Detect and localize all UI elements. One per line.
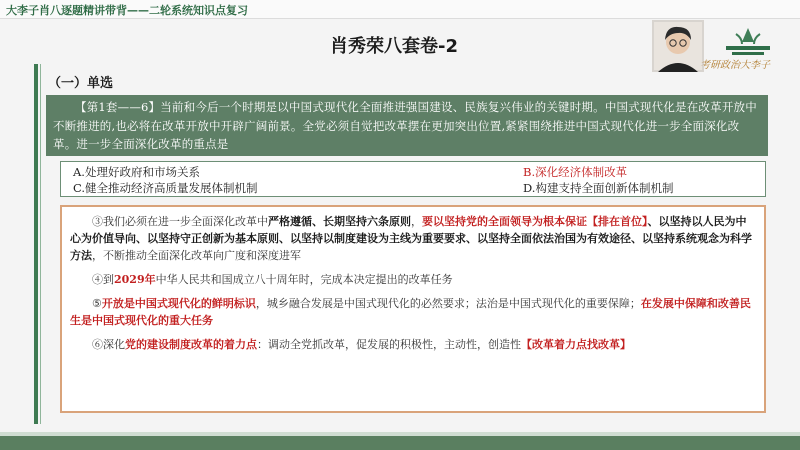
logo-text: 考研政治大李子 [700,60,770,71]
answer-point-5 [70,295,756,329]
answer-point-4 [70,271,756,288]
answer-highlight: 在发展中保障和改善民生是中国式现代化的重大任务 [70,297,751,327]
options-box [60,161,766,197]
option-c: C.健全推动经济高质量发展体制机制 [73,181,258,195]
course-title: 大李子肖八逐题精讲带背——二轮系统知识点复习 [6,4,248,17]
presenter-avatar [652,20,704,72]
answer-text: ⑤ [92,297,102,310]
answer-point-3 [70,213,756,264]
answer-emphasis: 严格遵循、长期坚持六条原则 [268,215,411,228]
footer-bar [0,436,800,450]
question-text: 【第1套——6】当前和今后一个时期是以中国式现代化全面推进强国建设、民族复兴伟业的关键时期。中国式现代化是在改革开放中不断推进的,也必将在改革开放中开辟广阔前景。全党必须自觉把改革摆在更加突出位置,紧紧围绕推进中国式现代化进一步全面深化改革。进一步全面深化改革的重点是 [53,100,757,151]
answer-emphasis: 、以坚持以人民为中心为价值导向、以坚持守正创新为基本原则、以坚持以制度建设为主线为重要要求、以坚持全面依法治国为有效途径、以坚持系统观念为科学方法 [70,215,752,262]
answer-text: ⑥深化 [92,338,125,351]
answer-point-6 [70,336,756,353]
option-d: D.构建支持全面创新体制机制 [523,181,674,195]
left-accent-bar [34,64,38,424]
option-a: A.处理好政府和市场关系 [73,165,200,179]
answer-text: 中华人民共和国成立八十周年时，完成本决定提出的改革任务 [155,273,453,286]
answer-text: ④到 [92,273,114,286]
answer-highlight: 党的建设制度改革的着力点 [125,338,257,351]
answer-highlight: 开放是中国式现代化的鲜明标识 [101,297,256,310]
answer-highlight: 要以坚持党的全面领导为根本保证【排在首位】 [422,215,648,228]
answer-text: ：调动全党抓改革，促发展的积极性，主动性，创造性 [257,338,521,351]
section-heading: （一）单选 [48,76,114,91]
question-box [46,95,768,156]
top-bar [0,0,800,19]
answer-highlight: 【改革着力点找改革】 [521,338,631,351]
answer-text: ， [411,215,422,228]
answer-highlight: 2029年 [114,273,156,286]
left-accent-line [40,64,41,424]
answer-text: ，不断推动全面深化改革向广度和深度进军 [92,249,301,262]
answer-box [60,205,766,413]
answer-text: ③我们必须在进一步全面深化改革中 [92,215,268,228]
option-b: B.深化经济体制改革 [523,165,628,179]
page-title: 肖秀荣八套卷-2 [330,36,458,57]
answer-text: ，城乡融合发展是中国式现代化的必然要求；法治是中国式现代化的重要保障； [255,297,641,310]
